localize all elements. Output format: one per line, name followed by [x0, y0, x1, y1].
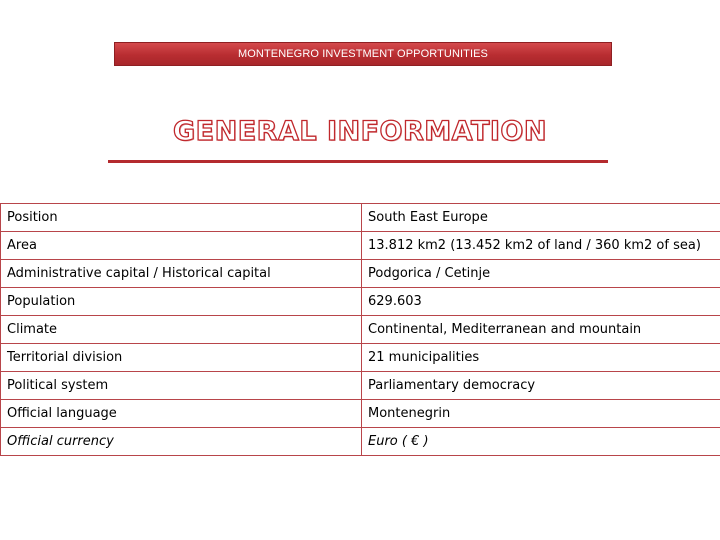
- row-value: Parliamentary democracy: [362, 372, 720, 400]
- row-label: Political system: [1, 372, 362, 400]
- table-row-capital: [1, 260, 720, 288]
- table-row-area: [1, 232, 720, 260]
- row-label: Territorial division: [1, 344, 362, 372]
- table-row-political-system: [1, 372, 720, 400]
- row-value: Euro ( € ): [362, 428, 720, 456]
- row-value: South East Europe: [362, 204, 720, 232]
- table-row-official-language: [1, 400, 720, 428]
- table-row-position: [1, 204, 720, 232]
- row-value: Montenegrin: [362, 400, 720, 428]
- row-value: 629.603: [362, 288, 720, 316]
- table-row-climate: [1, 316, 720, 344]
- row-value: 21 municipalities: [362, 344, 720, 372]
- row-label: Climate: [1, 316, 362, 344]
- top-banner: MONTENEGRO INVESTMENT OPPORTUNITIES: [114, 42, 612, 66]
- row-label: Area: [1, 232, 362, 260]
- row-label: Official language: [1, 400, 362, 428]
- row-value: Continental, Mediterranean and mountain: [362, 316, 720, 344]
- row-value: 13.812 km2 (13.452 km2 of land / 360 km2 of sea): [362, 232, 720, 260]
- row-label: Administrative capital / Historical capital: [1, 260, 362, 288]
- row-label: Position: [1, 204, 362, 232]
- table-row-official-currency: [1, 428, 720, 456]
- row-value: Podgorica / Cetinje: [362, 260, 720, 288]
- row-label: Population: [1, 288, 362, 316]
- title-underline: [108, 160, 608, 163]
- table-row-territorial-division: [1, 344, 720, 372]
- page-title: GENERAL INFORMATION: [173, 116, 547, 147]
- table-row-population: [1, 288, 720, 316]
- row-label: Official currency: [1, 428, 362, 456]
- general-information-table: [0, 203, 720, 456]
